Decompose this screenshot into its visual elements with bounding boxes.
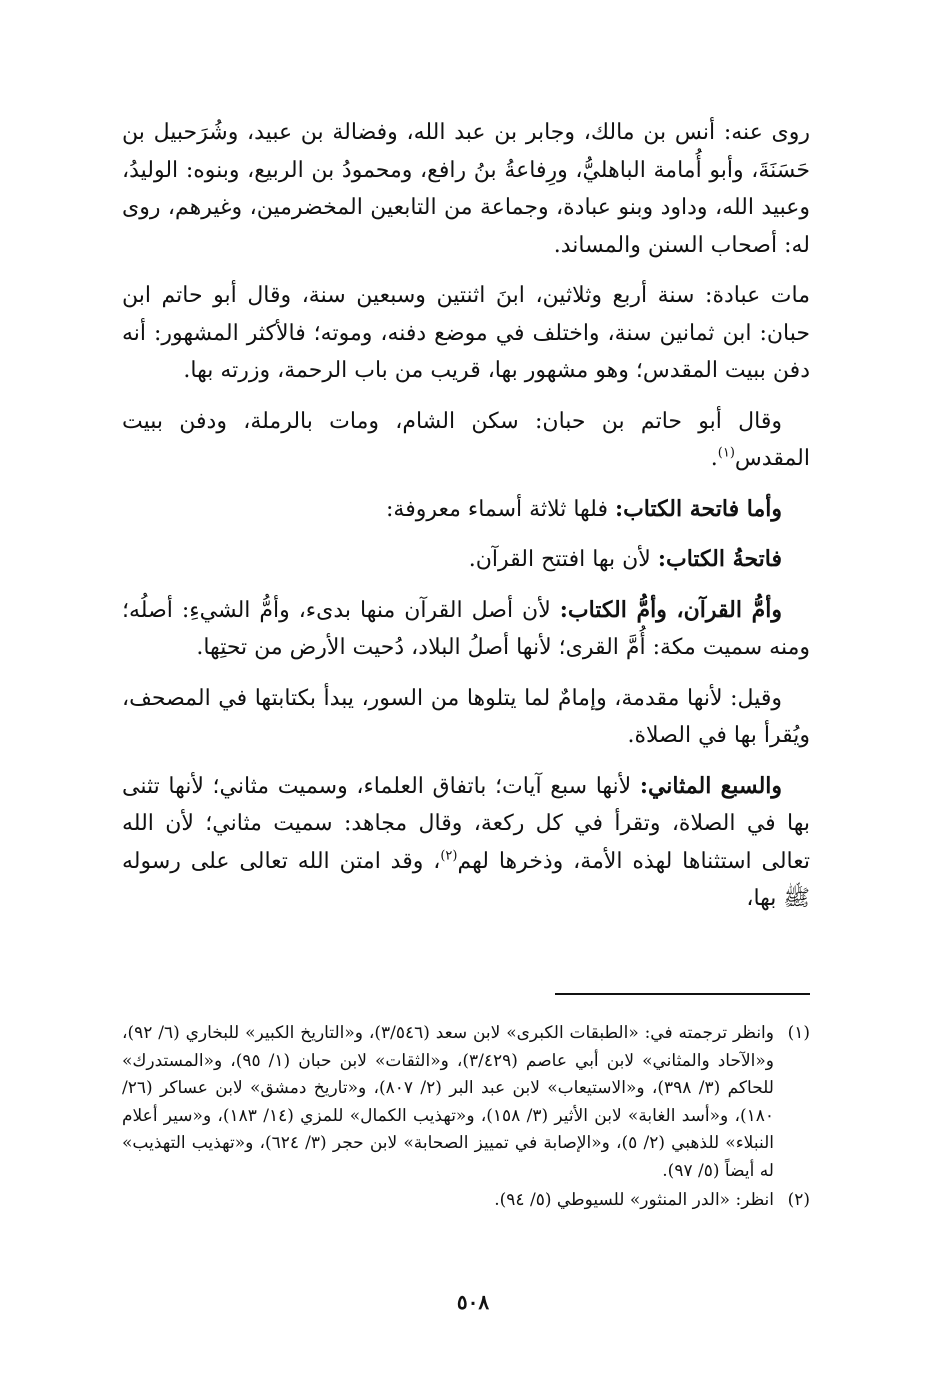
footnote-number: (٢) xyxy=(787,1190,810,1210)
main-text xyxy=(122,114,810,931)
footnote-number: (١) xyxy=(787,1023,810,1043)
footnote-ref-1[interactable]: (١) xyxy=(717,445,735,461)
paragraph-fatiha-kitab: فاتحةُ الكتاب: لأن بها افتتح القرآن. xyxy=(468,546,782,572)
footnotes xyxy=(122,1020,810,1217)
heading-sab-al-mathani: والسبع المثاني: xyxy=(639,772,783,799)
paragraph-umm-al-quran: وأمُّ القرآن، وأمُّ الكتاب: لأن أصل القرآن منها بدىء، وأمُّ الشيءِ: أصلُه؛ ومنه سميت مكة: أُمَّ القرى؛ لأنها أصلُ البلاد، دُحيت الأرض من تحتِها. xyxy=(122,596,810,660)
page-number: ٥٠٨ xyxy=(456,1290,490,1314)
paragraph-narrators: روى عنه: أنس بن مالك، وجابر بن عبد الله، وفضالة بن عبيد، وشُرَحبيل بن حَسَنَةَ، وأبو أُمامة الباهليُّ، ورِفاعةُ بنُ رافع، ومحمودُ بن الربيع، وبنوه: الوليدُ، وعبيد الله، وداود وبنو عبادة، وجماعة من التابعين المخضرمين، وغيرهم، روى له: أصحاب السنن والمساند. xyxy=(122,120,810,258)
footnote-ref-2[interactable]: (٢) xyxy=(440,848,458,864)
footnote-1 xyxy=(122,1020,810,1185)
footnote-text: انظر: «الدر المنثور» للسيوطي (٥/ ٩٤). xyxy=(494,1190,774,1210)
heading-fatiha: وأما فاتحة الكتاب: xyxy=(614,495,782,522)
paragraph-qila: وقيل: لأنها مقدمة، وإمامٌ لما يتلوها من السور، يبدأ بكتابتها في المصحف، ويُقرأ بها في الصلاة. xyxy=(122,685,810,748)
paragraph-fatiha-names: وأما فاتحة الكتاب: فلها ثلاثة أسماء معروفة: xyxy=(385,495,782,522)
footnote-2 xyxy=(122,1187,810,1215)
heading-umm-al-quran: وأمُّ القرآن، وأمُّ الكتاب: xyxy=(559,596,782,623)
paragraph-ibn-hibban: وقال أبو حاتم بن حبان: سكن الشام، ومات بالرملة، ودفن ببيت المقدس$^{(١)}$. xyxy=(122,408,810,471)
paragraph-sab-al-mathani: والسبع المثاني: لأنها سبع آيات؛ باتفاق العلماء، وسميت مثاني؛ لأنها تثنى بها في الصلاة، وتقرأ في كل ركعة، وقال مجاهد: سميت مثاني؛ لأن الله تعالى استثناها لهذه الأمة، وذخرها لهم$^{(٢)}$، وقد امتن الله تعالى على رسوله ﷺ بها، xyxy=(122,772,810,911)
footnote-separator xyxy=(555,993,810,995)
footnote-text: وانظر ترجمته في: «الطبقات الكبرى» لابن سعد (٣/٥٤٦)، و«التاريخ الكبير» للبخاري (٦/ ٩٢)، و«الآحاد والمثاني» لابن أبي عاصم (٣/٤٢٩)، و«الثقات» لابن حبان (١/ ٩٥)، و«المستدرك» للحاكم (٣/ ٣٩٨)، و«الاستيعاب» لابن عبد البر (٢/ ٨٠٧)، و«تاريخ دمشق» لابن عساكر (٢٦/ ١٨٠)، و«أسد الغابة» لابن الأثير (٣/ ١٥٨)، و«تهذيب الكمال» للمزي (١٤/ ١٨٣)، و«سير أعلام النبلاء» للذهبي (٢/ ٥)، و«الإصابة في تمييز الصحابة» لابن حجر (٣/ ٦٢٤)، و«تهذيب التهذيب» له أيضاً (٥/ ٩٧). xyxy=(122,1023,774,1181)
paragraph-death: مات عبادة: سنة أربع وثلاثين، ابنَ اثنتين وسبعين سنة، وقال أبو حاتم ابن حبان: ابن ثمانين سنة، واختلف في موضع دفنه، وموته؛ فالأكثر المشهور: أنه دفن ببيت المقدس؛ وهو مشهور بها، قريب من باب الرحمة، وزرته بها. xyxy=(122,283,810,383)
heading-fatihat-al-kitab: فاتحةُ الكتاب: xyxy=(657,546,782,572)
